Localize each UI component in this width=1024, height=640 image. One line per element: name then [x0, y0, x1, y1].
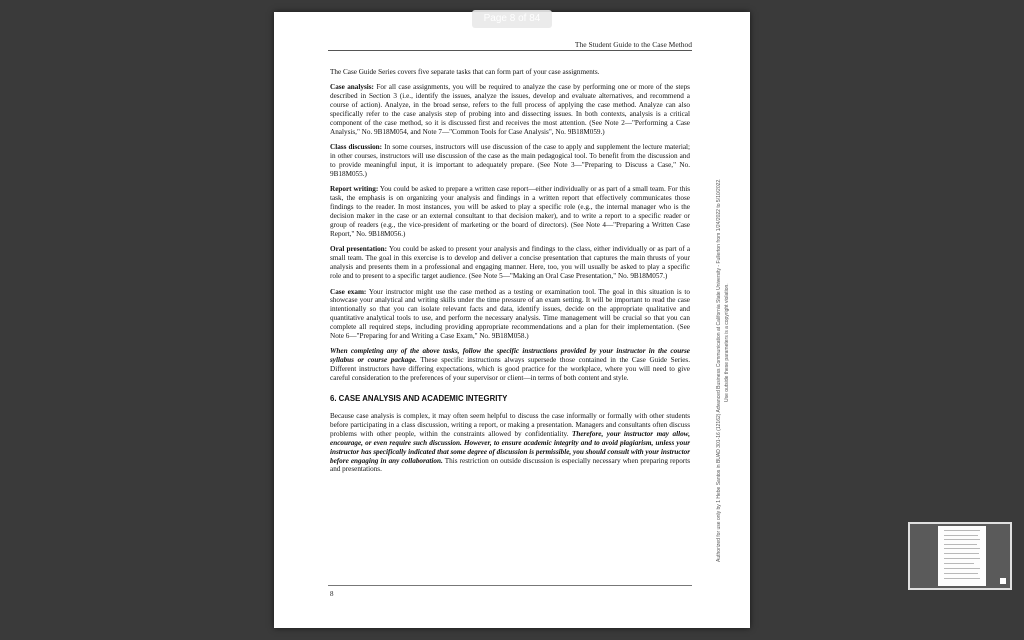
instruction-body: These specific instructions always supersede those contained in the Case Guide Series. Different instructors have differing expectations, which is good practice for the workplace, where you will need to give careful consideration to the preferences of your supervisor or client—in terms of both content and style. [330, 356, 690, 383]
task-paragraph-class-discussion [330, 143, 690, 179]
task-lead: Case exam: [330, 287, 367, 296]
task-body: For all case assignments, you will be required to analyze the case by performing one or more of the steps described in Section 3 (i.e., identify the issues, analyze the issues, develop and evaluate alternatives, and recommend a course of action). Analyze, in the broad sense, refers to the full process of applying the case method. Analyze can also specifically refer to the case analysis step of probing into and dissecting issues. In both contexts, analysis is a critical component of the case method, so it is discussed first and receives the most attention. (See Note 2—"Performing a Case Analysis," No. 9B18M054, and Note 7—"Common Tools for Case Analysis", No. 9B18M059.) [330, 83, 690, 136]
integrity-emphasis: Therefore, your instructor may allow, encourage, or even require such discussion. However, to ensure academic integrity and to avoid plagiarism, unless your instructor has specifically indicated that some degree of discussion is permissible, you should consult with your instructor before engaging in any collaboration. [330, 429, 690, 465]
task-lead: Class discussion: [330, 143, 383, 152]
instruction-emphasis: When completing any of the above tasks, follow the specific instructions provided by your instructor in the course syllabus or course package. [330, 347, 690, 365]
task-paragraph-case-exam [330, 288, 690, 341]
thumbnail-page[interactable] [938, 526, 986, 586]
task-paragraph-oral-presentation [330, 245, 690, 281]
thumbnail-text-line [944, 535, 978, 536]
thumbnail-text-line [944, 553, 979, 554]
intro-paragraph: The Case Guide Series covers five separate tasks that can form part of your case assignments. [330, 68, 600, 76]
task-body: You could be asked to prepare a written case report—either individually or as part of a small team. For this task, the emphasis is on organizing your analysis and findings in a written report that effectively communicates those findings to the reader. In most instances, you will be asked to play a specific role (e.g., the internal manager who is the decision maker in the case or an external consultant to that decision maker), and to write a report to a specific reader or group of readers (e.g., the vice-president of marketing or the board of directors). (See Note 4—"Preparing a Written Case Report," No. 9B18M056.) [330, 185, 690, 238]
thumbnail-text-line [944, 539, 980, 540]
thumbnail-text-line [944, 563, 974, 564]
footer-rule [328, 585, 692, 586]
thumbnail-resize-handle[interactable] [1000, 578, 1006, 584]
task-lead: Oral presentation: [330, 245, 388, 254]
page-number: 8 [330, 590, 334, 598]
integrity-end: This restriction on outside discussion is especially necessary when preparing reports and presentations. [330, 456, 690, 474]
section-heading: 6. CASE ANALYSIS AND ACADEMIC INTEGRITY [330, 394, 508, 404]
thumbnail-text-line [944, 530, 980, 531]
integrity-paragraph [330, 412, 690, 474]
page-content [330, 68, 690, 481]
page-thumbnail-navigator[interactable] [908, 522, 1012, 590]
thumbnail-text-line [944, 568, 980, 569]
task-body: In some courses, instructors will use discussion of the case to apply and supplement the lecture material; in other courses, instructors will use discussion of the case as the main pedagogical tool. To benefit from the discussion and to provide meaningful input, it is important to adequately prepare. (See Note 3—"Preparing to Discuss a Case," No. 9B18M055.) [330, 143, 691, 179]
task-paragraph-case-analysis [330, 83, 690, 136]
side-note-line-2: Use outside these parameters is a copyright violation. [724, 283, 730, 402]
task-paragraph-report-writing [330, 185, 690, 238]
thumbnail-text-line [944, 573, 978, 574]
thumbnail-text-line [944, 548, 980, 549]
page-indicator: Page 8 of 84 [472, 10, 552, 28]
task-lead: Case analysis: [330, 83, 374, 92]
instruction-paragraph [330, 347, 690, 383]
task-lead: Report writing: [330, 185, 379, 194]
running-head: The Student Guide to the Case Method [328, 40, 692, 51]
side-note-line-1: Authorized for use only by 1 Hebe Santos in BUAD 301-16 (12162) Advanced Business Communication at California State University - Fullerton from 1/24/2022 to 5/10/2022. [716, 178, 722, 562]
task-body: You could be asked to present your analysis and findings to the class, either individually or as part of a small team. The goal in this exercise is to develop and deliver a concise presentation that captures the main thrusts of your analysis and presents them in a professional and engaging manner. Here, too, you will usually be asked to play a specific role and to present to a specific target audience. (See Note 5—"Making an Oral Case Presentation," No. 9B18M057.) [330, 245, 691, 281]
thumbnail-text-line [944, 578, 980, 579]
integrity-text: Because case analysis is complex, it may often seem helpful to discuss the case informally or formally with other students before participating in a class discussion, writing a report, or making a presentation. Managers and consultants often discuss problems with other people, within the constraints allowed by confidentiality. [330, 412, 690, 438]
thumbnail-text-line [944, 558, 980, 559]
document-page [274, 12, 750, 628]
thumbnail-text-line [944, 544, 977, 545]
task-body: Your instructor might use the case method as a testing or examination tool. The goal in this situation is to showcase your analytical and writing skills under the time pressure of an exam setting. It will be important to read the case intentionally so that you can isolate relevant facts and data, identify issues, decide on the appropriate qualitative and quantitative analytical tools to use, and perform the necessary analysis. Time management will be crucial so that you can complete all required steps, including providing appropriate recommendations and a plan for their implementation. (See Note 6—"Preparing for and Writing a Case Exam," No. 9B18M058.) [330, 287, 690, 341]
